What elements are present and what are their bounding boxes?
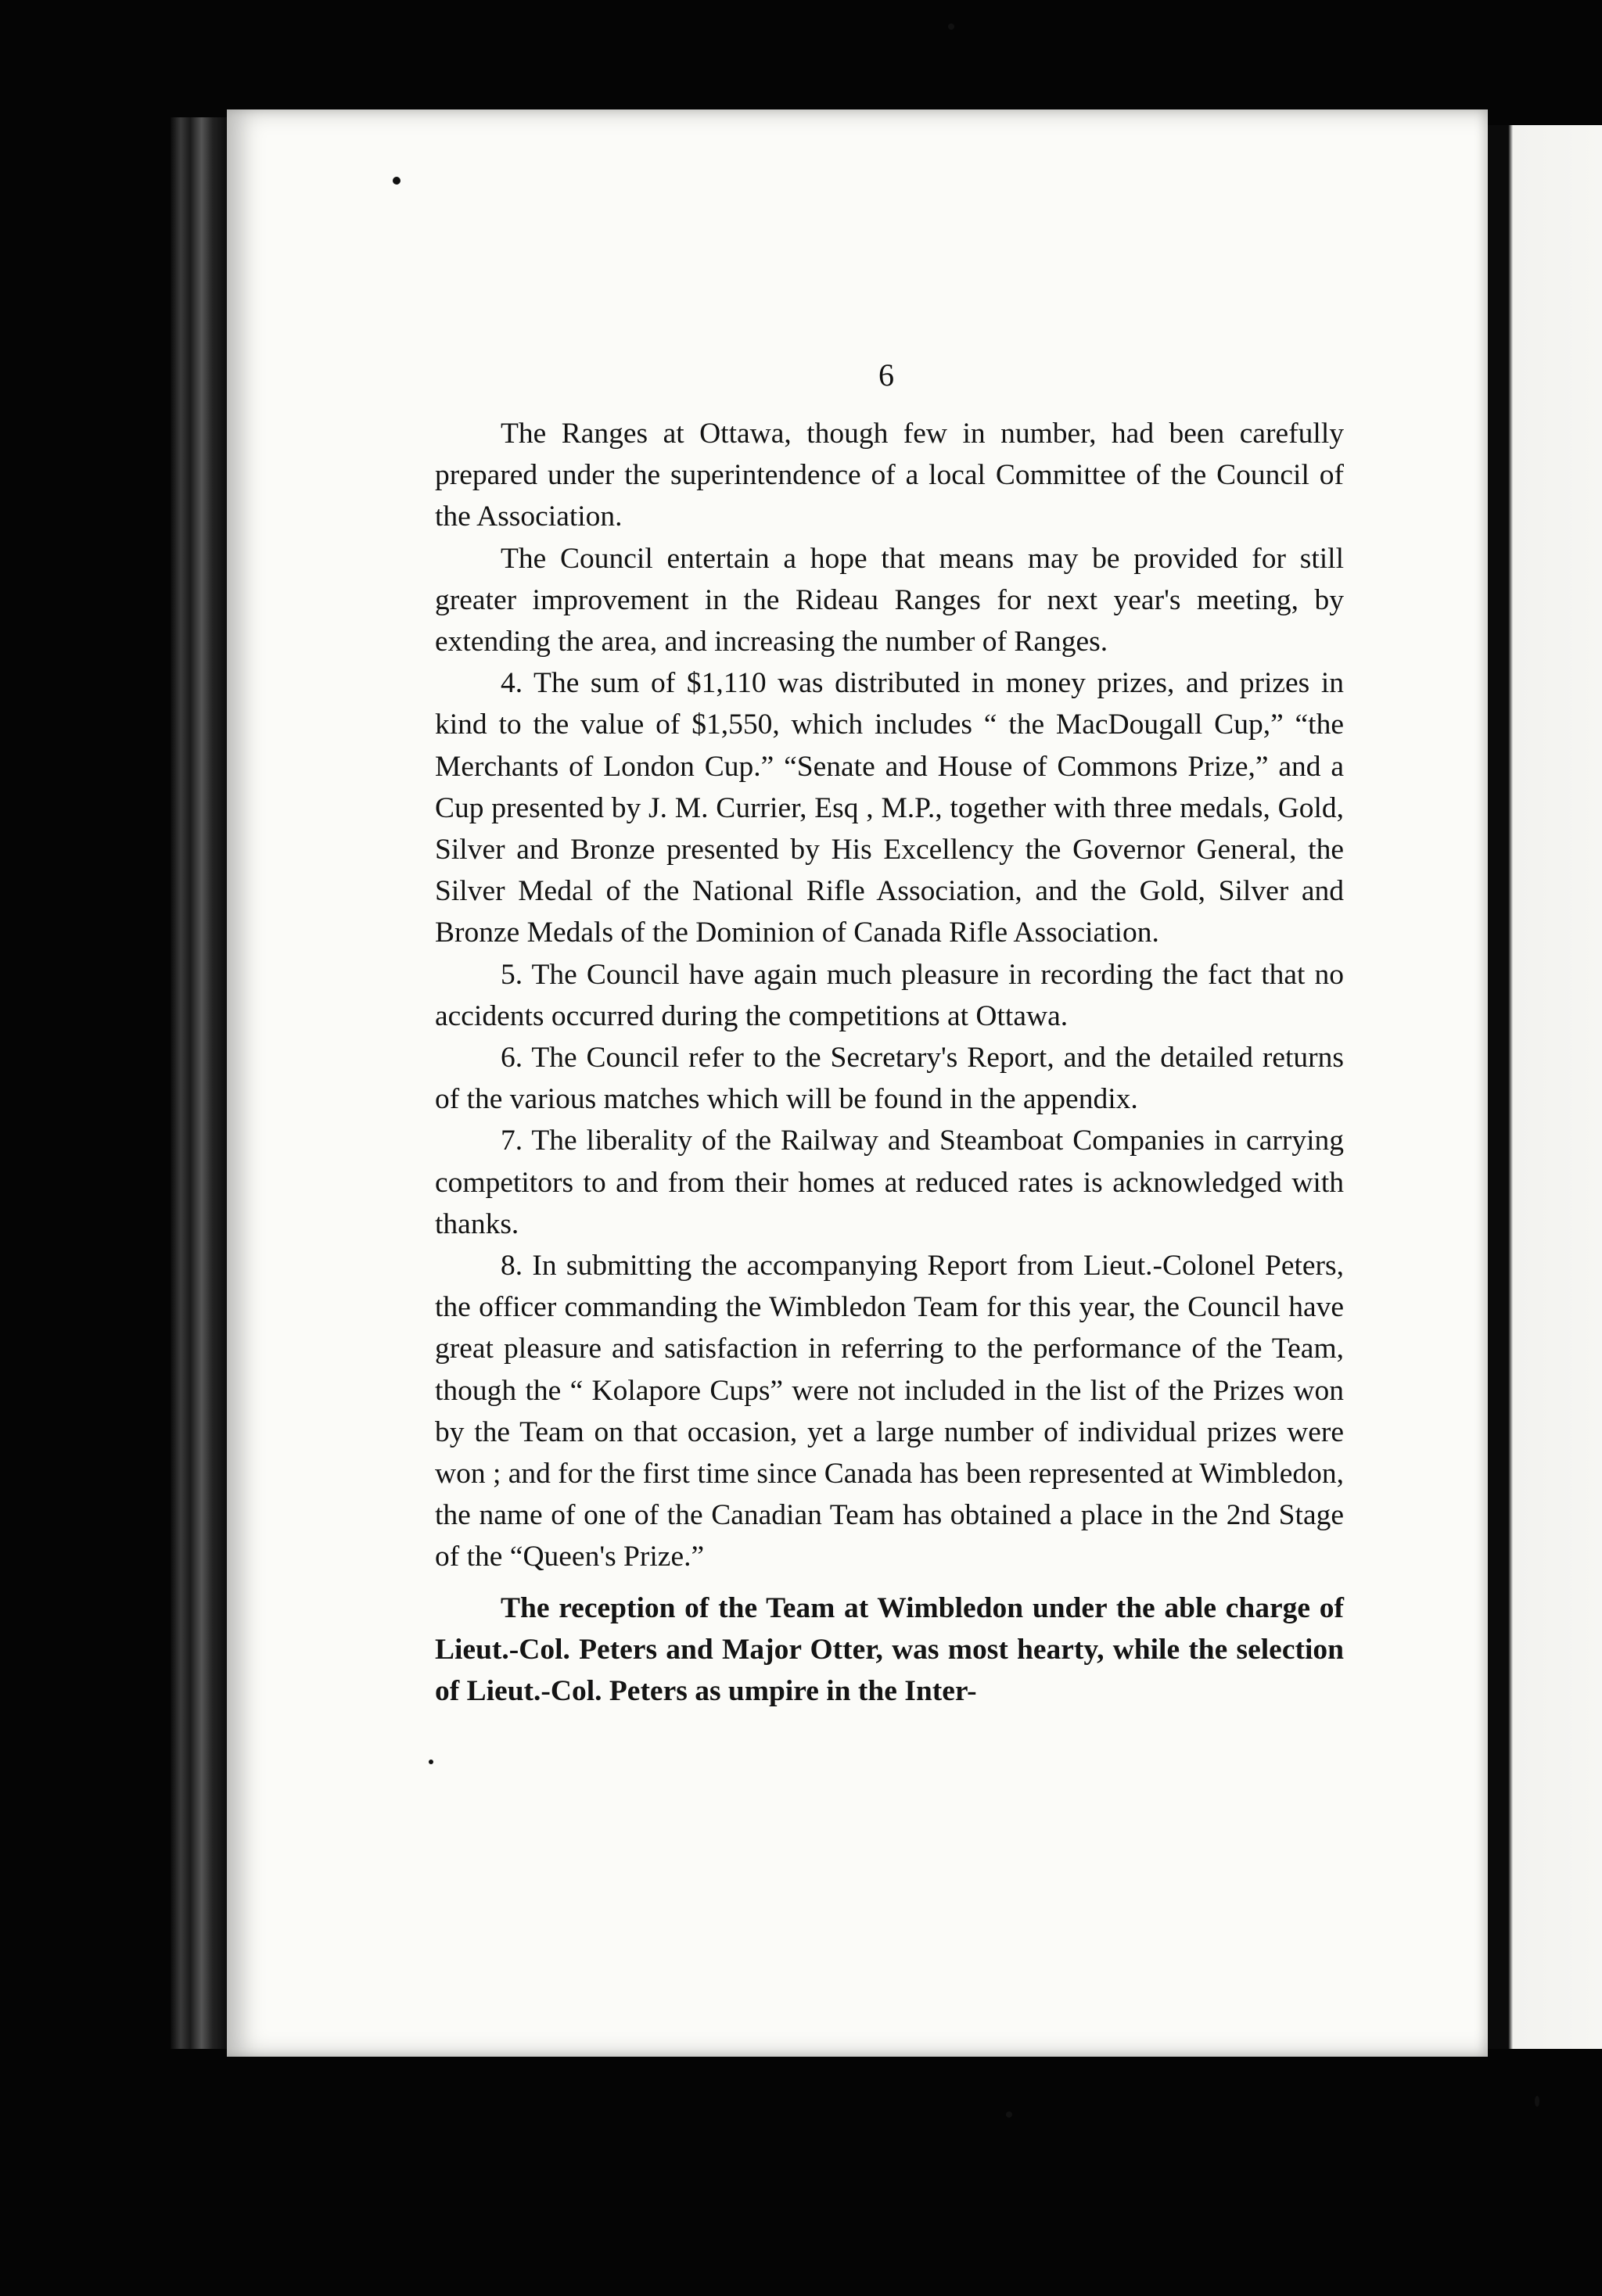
ink-speck [1535, 2096, 1539, 2107]
facing-page-edge [1488, 125, 1602, 2049]
ink-speck [429, 1760, 433, 1764]
paragraph-4-prizes: 4. The sum of $1,110 was distributed in money prizes, and prizes in kind to the value of $1,550, which includes “ the MacDougall Cup,” “the Merchants of London Cup.” “Senate and House of Commons Prize,” and a Cup presented by J. M. Currier, Esq , M.P., together with three medals, Gold, Silver and Bronze presented by His Excellency the Governor General, the Silver Medal of the National Rifle Association, and the Gold, Silver and Bronze Medals of the Dominion of Canada Rifle Association. [435, 667, 1344, 949]
paragraph-7-railway: 7. The liberality of the Railway and Steamboat Companies in carrying competitors to and from their homes at reduced rates is acknowledged with thanks. [435, 1125, 1344, 1240]
ink-speck [948, 23, 954, 30]
paragraph-6-secretary: 6. The Council refer to the Secretary's Report, and the detailed returns of the various matches which will be found in the appendix. [435, 1042, 1344, 1116]
ink-speck [1006, 2111, 1012, 2118]
paragraph-improvement: The Council entertain a hope that means may be provided for still greater improvement in the Rideau Ranges for next year's meeting, by extending the area, and increasing the number of Ranges. [435, 542, 1344, 658]
ink-speck [393, 177, 400, 185]
paragraph-ranges: The Ranges at Ottawa, though few in number, had been carefully prepared under the superintendence of a local Committee of the Council of the Association. [435, 418, 1344, 533]
paragraph-5-accidents: 5. The Council have again much pleasure in recording the fact that no accidents occurred during the competitions at Ottawa. [435, 958, 1344, 1032]
book-spine [171, 117, 227, 2049]
body-text [435, 413, 1344, 1712]
paragraph-8-wimbledon: 8. In submitting the accompanying Report from Lieut.-Colonel Peters, the officer commanding the Wimbledon Team for this year, the Council have great pleasure and satisfaction in referring to the performance of the Team, though the “ Kolapore Cups” were not included in the list of the Prizes won by the Team on that occasion, yet a large number of individual prizes were won ; and for the first time since Canada has been represented at Wimbledon, the name of one of the Canadian Team has obtained a place in the 2nd Stage of the “Queen's Prize.” [435, 1250, 1345, 1573]
page-number: 6 [878, 357, 894, 393]
paragraph-reception: The reception of the Team at Wimbledon under the able charge of Lieut.-Col. Peters and Major Otter, was most hearty, while the selection of Lieut.-Col. Peters as umpire in the Inter- [435, 1591, 1344, 1708]
